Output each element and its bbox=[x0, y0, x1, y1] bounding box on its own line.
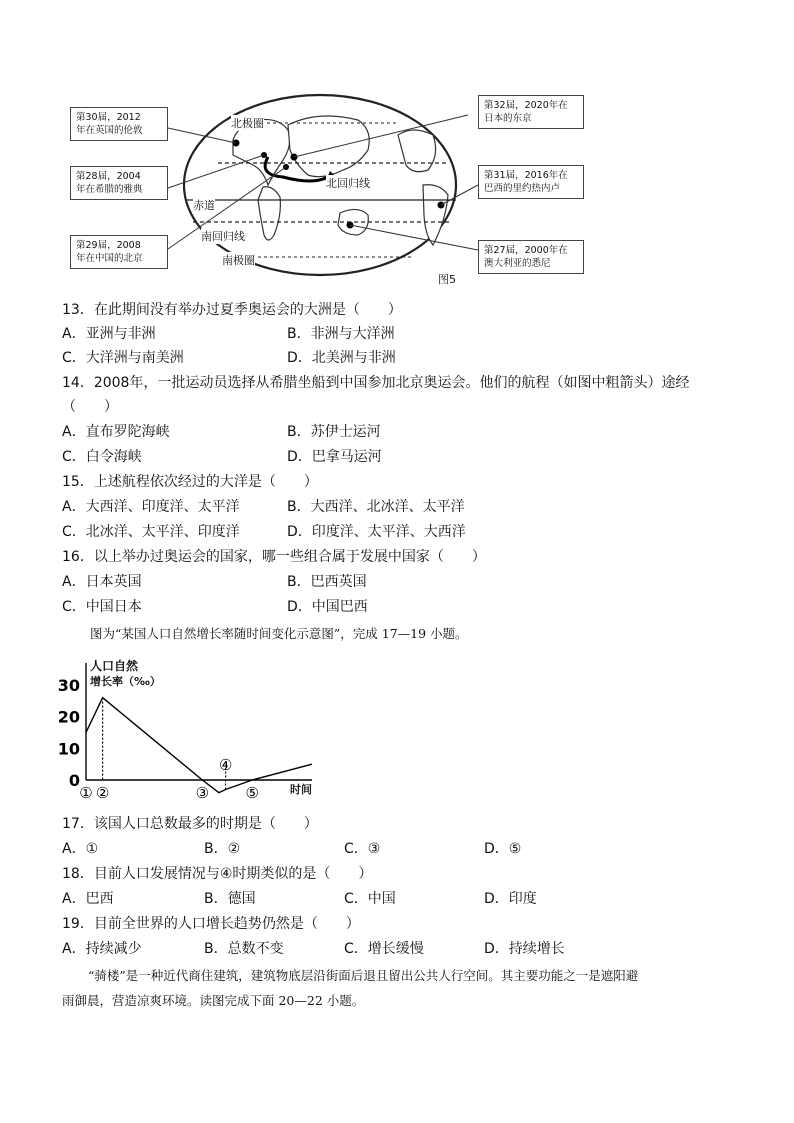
question-15: 15．上述航程依次经过的大洋是（ ） bbox=[62, 474, 318, 490]
option-17c: C．③ bbox=[344, 841, 381, 857]
callout-sydney bbox=[478, 240, 584, 274]
chart-x-marker: ④ bbox=[218, 756, 233, 774]
chart-ylabel-2: 增长率（‰） bbox=[90, 675, 161, 688]
option-13a: A．亚洲与非洲 bbox=[62, 326, 156, 342]
option-18c: C．中国 bbox=[344, 891, 396, 907]
chart-y-tick-label: 10 bbox=[57, 739, 80, 759]
callout-text: 第28届，2004 bbox=[76, 171, 141, 182]
chart-x-marker: ① bbox=[79, 784, 93, 802]
callout-text: 第27届，2000年在 bbox=[484, 245, 568, 256]
intro-17-19: 图为“某国人口自然增长率随时间变化示意图”，完成 17—19 小题。 bbox=[90, 626, 468, 641]
option-13c: C．大洋洲与南美洲 bbox=[62, 350, 184, 366]
label-arctic: 北极圈 bbox=[231, 117, 264, 130]
intro-20-22-line1: “骑楼”是一种近代商住建筑，建筑物底层沿街面后退且留出公共人行空间。其主要功能之一是遮阳避 bbox=[88, 968, 639, 983]
intro-20-22-line2: 雨御晨，营造凉爽环境。读图完成下面 20—22 小题。 bbox=[62, 993, 365, 1008]
question-13: 13．在此期间没有举办过夏季奥运会的大洲是（ ） bbox=[62, 302, 402, 318]
option-19a: A．持续减少 bbox=[62, 941, 142, 957]
question-16: 16．以上举办过奥运会的国家，哪一些组合属于发展中国家（ ） bbox=[62, 549, 486, 565]
chart-xlabel: 时间 bbox=[290, 783, 312, 796]
callout-athens bbox=[70, 166, 168, 200]
question-14: 14．2008年，一批运动员选择从希腊坐船到中国参加北京奥运会。他们的航程（如图中粗箭头）途经 bbox=[62, 375, 690, 391]
option-19d: D．持续增长 bbox=[484, 941, 565, 957]
callout-text: 第31届，2016年在 bbox=[484, 170, 568, 181]
chart-x-marker: ③ bbox=[195, 784, 210, 802]
label-tropic-cancer: 北回归线 bbox=[326, 177, 370, 190]
option-16a: A．日本英国 bbox=[62, 574, 142, 590]
option-17b: B．② bbox=[204, 841, 241, 857]
option-14d: D．巴拿马运河 bbox=[287, 449, 382, 465]
chart-x-marker: ⑤ bbox=[245, 784, 259, 802]
callout-text: 第29届，2008 bbox=[76, 240, 141, 251]
chart-series-line bbox=[86, 698, 312, 793]
option-15a: A．大西洋、印度洋、太平洋 bbox=[62, 499, 240, 515]
world-map-figure bbox=[68, 85, 588, 289]
option-18a: A．巴西 bbox=[62, 891, 114, 907]
label-tropic-capricorn: 南回归线 bbox=[201, 230, 245, 243]
option-14c: C．白令海峡 bbox=[62, 449, 142, 465]
callout-text: 第30届，2012 bbox=[76, 112, 141, 123]
figure-label: 图5 bbox=[438, 273, 456, 286]
label-equator: 赤道 bbox=[193, 199, 215, 212]
option-19b: B．总数不变 bbox=[204, 941, 284, 957]
callout-text: 年在中国的北京 bbox=[76, 253, 143, 264]
callout-london bbox=[70, 107, 168, 141]
option-16b: B．巴西英国 bbox=[287, 574, 367, 590]
callout-text: 巴西的里约热内卢 bbox=[484, 183, 561, 194]
option-16d: D．中国巴西 bbox=[287, 599, 368, 615]
option-13b: B．非洲与大洋洲 bbox=[287, 326, 395, 342]
question-14-bracket: （ ） bbox=[62, 399, 118, 415]
option-17d: D．⑤ bbox=[484, 841, 522, 857]
chart-x-marker: ② bbox=[95, 784, 110, 802]
option-15b: B．大西洋、北冰洋、太平洋 bbox=[287, 499, 465, 515]
option-16c: C．中国日本 bbox=[62, 599, 142, 615]
option-18b: B．德国 bbox=[204, 891, 256, 907]
callout-text: 澳大利亚的悉尼 bbox=[484, 258, 551, 269]
label-antarctic: 南极圈 bbox=[222, 254, 255, 267]
option-15c: C．北冰洋、太平洋、印度洋 bbox=[62, 524, 240, 540]
population-chart bbox=[57, 655, 330, 805]
callout-beijing bbox=[70, 235, 168, 269]
option-19c: C．增长缓慢 bbox=[344, 941, 424, 957]
question-17: 17．该国人口总数最多的时期是（ ） bbox=[62, 816, 318, 832]
callout-text: 日本的东京 bbox=[484, 113, 532, 124]
option-18d: D．印度 bbox=[484, 891, 537, 907]
callout-text: 年在英国的伦敦 bbox=[76, 125, 143, 136]
callout-text: 年在希腊的雅典 bbox=[76, 184, 143, 195]
option-15d: D．印度洋、太平洋、大西洋 bbox=[287, 524, 466, 540]
callout-text: 第32届，2020年在 bbox=[484, 100, 568, 111]
question-18: 18．目前人口发展情况与④时期类似的是（ ） bbox=[62, 866, 373, 882]
chart-y-tick-label: 0 bbox=[68, 771, 80, 790]
chart-y-tick-label: 20 bbox=[57, 707, 80, 727]
callout-tokyo bbox=[478, 95, 584, 129]
chart-y-tick-label: 30 bbox=[57, 676, 80, 695]
option-14a: A．直布罗陀海峡 bbox=[62, 424, 170, 440]
option-14b: B．苏伊士运河 bbox=[287, 424, 381, 440]
question-19: 19．目前全世界的人口增长趋势仍然是（ ） bbox=[62, 916, 360, 932]
option-17a: A．① bbox=[62, 841, 99, 857]
option-13d: D．北美洲与非洲 bbox=[287, 350, 396, 366]
callout-rio bbox=[478, 165, 584, 199]
chart-ylabel-1: 人口自然 bbox=[90, 659, 139, 673]
